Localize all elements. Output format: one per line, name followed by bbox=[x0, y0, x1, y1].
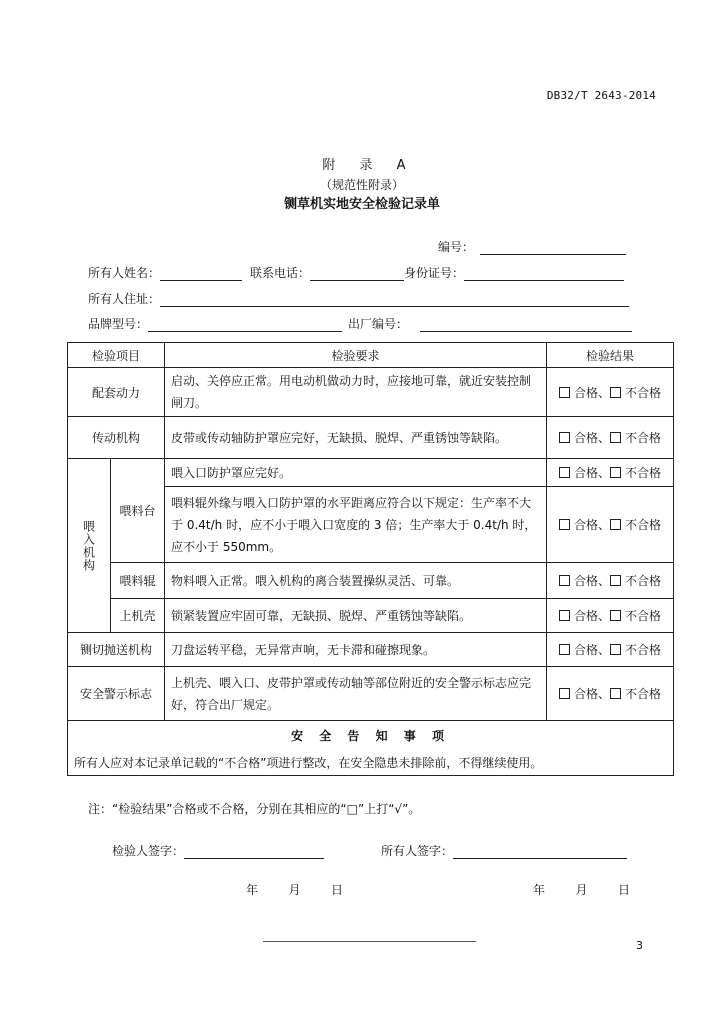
fail-label: 不合格 bbox=[625, 574, 662, 588]
item-cell: 喂料辊 bbox=[111, 563, 165, 599]
footer-divider bbox=[263, 941, 476, 942]
inspection-table bbox=[67, 342, 674, 776]
title-block bbox=[0, 156, 724, 215]
result-cell bbox=[547, 417, 674, 459]
pass-label: 合格、 bbox=[574, 609, 611, 623]
owner-signature-field[interactable] bbox=[453, 844, 627, 859]
fail-label: 不合格 bbox=[625, 385, 662, 400]
inspector-signature-label: 检验人签字： bbox=[112, 844, 185, 858]
group-label: 喂入机构 bbox=[81, 519, 96, 572]
address-field[interactable] bbox=[160, 292, 629, 307]
table-row bbox=[68, 459, 674, 487]
appendix-nature: （规范性附录） bbox=[319, 178, 404, 192]
model-row bbox=[88, 315, 632, 332]
requirement-cell: 皮带或传动轴防护罩应完好，无缺损、脱焊、严重锈蚀等缺陷。 bbox=[165, 417, 547, 459]
result-cell bbox=[547, 667, 674, 721]
owner-name-field[interactable] bbox=[160, 266, 242, 281]
fail-checkbox[interactable] bbox=[610, 432, 621, 443]
header-item: 检验项目 bbox=[68, 343, 165, 368]
fail-checkbox[interactable] bbox=[610, 688, 621, 699]
header-result: 检验结果 bbox=[547, 343, 674, 368]
table-row bbox=[68, 667, 674, 721]
requirement-cell: 锁紧装置应牢固可靠，无缺损、脱焊、严重锈蚀等缺陷。 bbox=[165, 599, 547, 633]
pass-checkbox[interactable] bbox=[559, 387, 570, 398]
pass-label: 合格、 bbox=[574, 466, 611, 480]
table-header-row bbox=[68, 343, 674, 368]
notice-body-row bbox=[68, 749, 674, 776]
table-row bbox=[68, 417, 674, 459]
item-cell: 铡切抛送机构 bbox=[68, 633, 165, 667]
notice-body: 所有人应对本记录单记载的“不合格”项进行整改，在安全隐患未排除前，不得继续使用。 bbox=[68, 749, 674, 776]
fail-checkbox[interactable] bbox=[610, 644, 621, 655]
result-cell bbox=[547, 487, 674, 563]
owner-date: 年 月 日 bbox=[533, 883, 631, 897]
table-row bbox=[68, 563, 674, 599]
pass-checkbox[interactable] bbox=[559, 644, 570, 655]
model-label: 品牌型号： bbox=[88, 317, 149, 331]
pass-checkbox[interactable] bbox=[559, 432, 570, 443]
requirement-cell: 刀盘运转平稳，无异常声响，无卡滞和碰擦现象。 bbox=[165, 633, 547, 667]
pass-checkbox[interactable] bbox=[559, 610, 570, 621]
inspector-date: 年 月 日 bbox=[246, 883, 344, 897]
pass-checkbox[interactable] bbox=[559, 575, 570, 586]
pass-checkbox[interactable] bbox=[559, 519, 570, 530]
result-cell bbox=[547, 633, 674, 667]
inspector-signature-row bbox=[112, 842, 324, 859]
feed-mechanism-group bbox=[68, 459, 111, 633]
notice-title: 安 全 告 知 事 项 bbox=[68, 721, 674, 750]
requirement-cell: 启动、关停应正常。用电动机做动力时，应接地可靠，就近安装控制闸刀。 bbox=[165, 368, 547, 417]
serial-field[interactable] bbox=[420, 317, 632, 332]
phone-field[interactable] bbox=[310, 266, 404, 281]
fail-checkbox[interactable] bbox=[610, 519, 621, 530]
form-number-row bbox=[438, 238, 626, 255]
phone-label: 联系电话： bbox=[250, 266, 311, 280]
form-number-label: 编号： bbox=[438, 240, 475, 254]
fail-label: 不合格 bbox=[625, 687, 662, 701]
id-number-label: 身份证号： bbox=[404, 266, 465, 280]
standard-code: DB32/T 2643-2014 bbox=[546, 89, 656, 102]
inspector-signature-field[interactable] bbox=[184, 844, 324, 859]
table-row bbox=[68, 633, 674, 667]
appendix-title: 附 录 A bbox=[322, 158, 416, 173]
table-note: 注：“检验结果”合格或不合格，分别在其相应的“□”上打“√”。 bbox=[88, 802, 421, 816]
pass-label: 合格、 bbox=[574, 385, 611, 400]
fail-checkbox[interactable] bbox=[610, 387, 621, 398]
table-row bbox=[68, 599, 674, 633]
notice-title-row bbox=[68, 721, 674, 750]
pass-label: 合格、 bbox=[574, 687, 611, 701]
model-field[interactable] bbox=[148, 317, 342, 332]
address-row bbox=[88, 290, 629, 307]
item-cell: 安全警示标志 bbox=[68, 667, 165, 721]
fail-label: 不合格 bbox=[625, 518, 662, 532]
owner-signature-row bbox=[381, 842, 627, 859]
pass-label: 合格、 bbox=[574, 574, 611, 588]
result-cell bbox=[547, 599, 674, 633]
fail-label: 不合格 bbox=[625, 609, 662, 623]
requirement-cell: 上机壳、喂入口、皮带护罩或传动轴等部位附近的安全警示标志应完好，符合出厂规定。 bbox=[165, 667, 547, 721]
fail-label: 不合格 bbox=[625, 431, 662, 445]
requirement-cell: 喂入口防护罩应完好。 bbox=[165, 459, 547, 487]
requirement-cell: 喂料辊外缘与喂入口防护罩的水平距离应符合以下规定：生产率不大于 0.4t/h 时，应不小于喂入口宽度的 3 倍；生产率大于 0.4t/h 时，应不小于 550mm。 bbox=[165, 487, 547, 563]
result-cell bbox=[547, 563, 674, 599]
form-title: 铡草机实地安全检验记录单 bbox=[283, 197, 440, 212]
pass-label: 合格、 bbox=[574, 431, 611, 445]
pass-label: 合格、 bbox=[574, 518, 611, 532]
address-label: 所有人住址： bbox=[88, 292, 161, 306]
owner-info-row bbox=[88, 264, 624, 281]
form-number-field[interactable] bbox=[480, 240, 626, 255]
header-requirement: 检验要求 bbox=[165, 343, 547, 368]
serial-label: 出厂编号： bbox=[348, 317, 409, 331]
owner-signature-label: 所有人签字： bbox=[381, 844, 454, 858]
item-cell: 上机壳 bbox=[111, 599, 165, 633]
fail-label: 不合格 bbox=[625, 643, 662, 657]
requirement-cell: 物料喂入正常。喂入机构的离合装置操纵灵活、可靠。 bbox=[165, 563, 547, 599]
table-row bbox=[68, 368, 674, 417]
owner-name-label: 所有人姓名： bbox=[88, 266, 161, 280]
pass-checkbox[interactable] bbox=[559, 467, 570, 478]
fail-checkbox[interactable] bbox=[610, 467, 621, 478]
item-cell: 喂料台 bbox=[111, 459, 165, 563]
fail-checkbox[interactable] bbox=[610, 575, 621, 586]
item-cell: 传动机构 bbox=[68, 417, 165, 459]
page-number: 3 bbox=[636, 939, 643, 952]
pass-checkbox[interactable] bbox=[559, 688, 570, 699]
pass-label: 合格、 bbox=[574, 643, 611, 657]
fail-label: 不合格 bbox=[625, 466, 662, 480]
id-number-field[interactable] bbox=[464, 266, 624, 281]
fail-checkbox[interactable] bbox=[610, 610, 621, 621]
item-cell: 配套动力 bbox=[68, 368, 165, 417]
result-cell bbox=[547, 368, 674, 417]
result-cell bbox=[547, 459, 674, 487]
